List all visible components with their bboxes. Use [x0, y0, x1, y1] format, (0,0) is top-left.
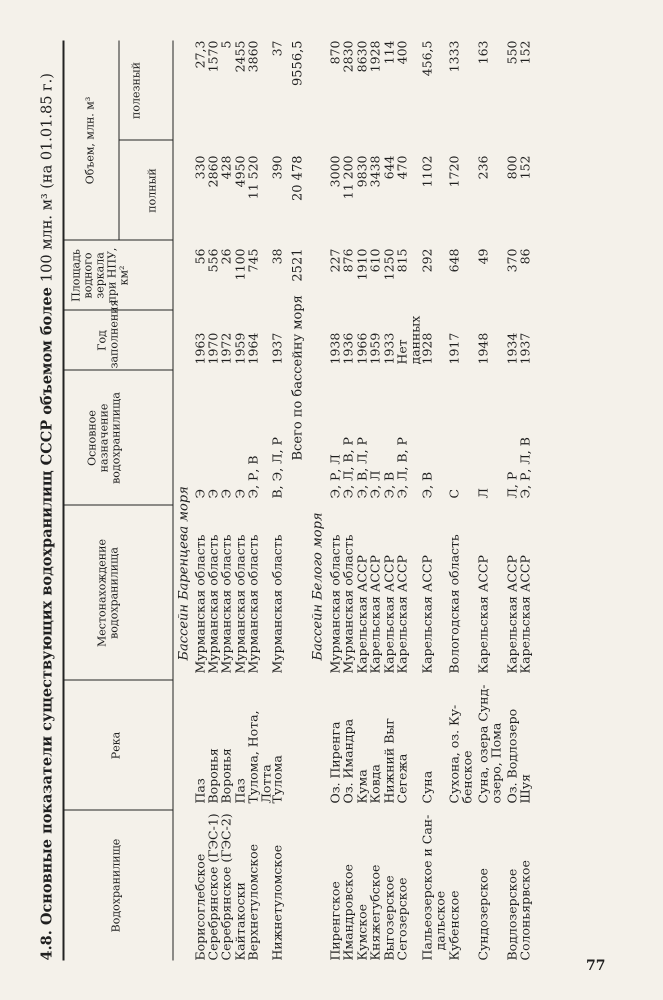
year: 1959 [232, 332, 247, 364]
location: Карельская АССР [475, 554, 490, 673]
river-name-cont: Лотта [258, 763, 274, 803]
reservoir-name: Пиренгское [327, 880, 342, 960]
volume-full: 330 [192, 155, 207, 179]
location: Мурманская область [340, 534, 355, 673]
river-name: Оз. Имандра [340, 718, 355, 803]
year: 1970 [205, 332, 220, 364]
header-top-rule [62, 40, 64, 960]
volume-full: 644 [381, 155, 396, 179]
location: Мурманская область [327, 534, 342, 673]
surface-area: 86 [517, 248, 532, 264]
surface-area: 370 [504, 248, 519, 272]
volume-full: 470 [394, 155, 409, 179]
reservoir-name: Борисоглебское [192, 853, 207, 960]
header-river: Река [109, 731, 122, 759]
surface-area: 227 [327, 248, 342, 272]
barents-total-area: 2521 [290, 248, 305, 282]
year: Нет [394, 338, 409, 364]
river-name: Сегежа [394, 753, 409, 803]
volume-full: 11 200 [340, 155, 355, 199]
reservoir-name: Имандровское [340, 863, 355, 960]
volume-full: 3000 [327, 155, 342, 187]
reservoir-name: Кайтакоски [232, 881, 247, 960]
volume-full: 4950 [232, 155, 247, 187]
river-name: Воронья [218, 747, 233, 803]
volume-full: 9830 [354, 155, 369, 187]
year: 1963 [192, 332, 207, 364]
surface-area: 56 [192, 248, 207, 264]
river-name: Шуя [517, 773, 532, 803]
volume-useful: 152 [517, 40, 532, 64]
volume-full: 1720 [446, 155, 461, 187]
location: Мурманская область [205, 534, 220, 673]
location: Карельская АССР [394, 554, 409, 673]
surface-area: 26 [218, 248, 233, 264]
header-year: Год заполнения [95, 299, 120, 368]
purpose: Э, Л, В, Р [340, 436, 355, 498]
reservoir-name: Серебрянское (ГЭС-2) [218, 812, 233, 960]
surface-area: 38 [269, 248, 284, 264]
surface-area: 745 [245, 248, 260, 272]
purpose: Э, Р, Л, В [517, 436, 532, 498]
volume-full: 2860 [205, 155, 220, 187]
volume-useful: 37 [269, 40, 284, 56]
year: 1964 [245, 332, 260, 364]
surface-area: 292 [419, 248, 434, 272]
volume-useful: 870 [327, 40, 342, 64]
location: Мурманская область [218, 534, 233, 673]
volume-useful: 2455 [232, 40, 247, 72]
volume-useful: 400 [394, 40, 409, 64]
barents-total-full: 20 478 [290, 155, 305, 201]
river-name: Оз. Водлозеро [504, 708, 519, 803]
year: 1933 [381, 332, 396, 364]
surface-area: 648 [446, 248, 461, 272]
reservoir-name: Кумское [354, 903, 369, 960]
volume-useful: 8630 [354, 40, 369, 72]
surface-area: 1250 [381, 248, 396, 280]
volume-useful: 5 [218, 40, 233, 48]
year: 1972 [218, 332, 233, 364]
location: Мурманская область [245, 534, 260, 673]
purpose: Л [475, 487, 490, 498]
header-purpose: Основное назначение водохранилища [85, 391, 122, 484]
surface-area: 1100 [232, 248, 247, 280]
reservoir-name: Водлозерское [504, 868, 519, 960]
river-name: Тулома, Нота, [245, 709, 260, 803]
purpose: Э, В [381, 471, 396, 498]
reservoir-name: Пальеозерское и Сан- [419, 814, 434, 960]
purpose: Э [232, 488, 247, 498]
location: Карельская АССР [381, 554, 396, 673]
surface-area: 876 [340, 248, 355, 272]
location: Карельская АССР [419, 554, 434, 673]
col-divider [62, 369, 172, 370]
reservoir-name: Княжегубское [367, 864, 382, 960]
volume-full: 800 [504, 155, 519, 179]
year: 1928 [419, 332, 434, 364]
river-name: Оз. Пиренга [327, 721, 342, 803]
volume-useful: 456,5 [419, 40, 434, 76]
reservoir-name: Верхнетуломское [245, 843, 260, 960]
surface-area: 49 [475, 248, 490, 264]
location: Мурманская область [269, 534, 284, 673]
location: Вологодская область [446, 533, 461, 673]
location: Карельская АССР [517, 554, 532, 673]
year: 1948 [475, 332, 490, 364]
volume-useful: 1333 [446, 40, 461, 72]
river-name: Тулома [269, 754, 284, 803]
river-name: Ковда [367, 763, 382, 803]
reservoir-name: Сегозерское [394, 877, 409, 960]
river-name-cont: озеро, Пома [488, 722, 504, 803]
year: 1917 [446, 332, 461, 364]
barents-total-label: Всего по бассейну моря [290, 294, 305, 460]
header-location: Местонахождение водохранилища [95, 538, 120, 647]
purpose: Э, В, Л, Р [354, 436, 369, 498]
volume-subrule [118, 40, 119, 240]
barents-total-useful: 9556,5 [290, 40, 305, 86]
year-cont: данных [407, 315, 423, 364]
purpose: Э [205, 488, 220, 498]
volume-full: 390 [269, 155, 284, 179]
volume-full: 236 [475, 155, 490, 179]
volume-useful: 2830 [340, 40, 355, 72]
title-bold: Основные показатели существующих водохранилищ СССР объемом более [38, 286, 55, 925]
surface-area: 556 [205, 248, 220, 272]
reservoir-name: Солоньярвское [517, 859, 532, 960]
title-rest: 100 млн. м³ (на 01.01.85 г.) [39, 72, 55, 282]
river-name-cont: бенское [459, 750, 475, 803]
reservoir-name: Нижнетуломское [269, 844, 284, 960]
volume-full: 1102 [419, 155, 434, 187]
year: 1936 [340, 332, 355, 364]
river-name: Паз [232, 777, 247, 803]
year: 1934 [504, 332, 519, 364]
river-name: Паз [192, 777, 207, 803]
volume-full: 3438 [367, 155, 382, 187]
surface-area: 610 [367, 248, 382, 272]
reservoir-name: Серебрянское (ГЭС-1) [205, 812, 220, 960]
purpose: Э, Л, В, Р [394, 436, 409, 498]
col-divider [62, 504, 172, 505]
volume-useful: 163 [475, 40, 490, 64]
reservoir-name: Кубенское [446, 889, 461, 960]
purpose: Л, Р [504, 471, 519, 498]
purpose: Э [192, 488, 207, 498]
location: Карельская АССР [354, 554, 369, 673]
reservoir-name: Выгозерское [381, 874, 396, 960]
purpose: Э, Р, В [245, 454, 260, 498]
section-barents: Бассейн Баренцева моря [176, 485, 191, 660]
river-name: Кума [354, 768, 369, 803]
location: Карельская АССР [367, 554, 382, 673]
col-divider [118, 139, 172, 140]
year: 1937 [269, 332, 284, 364]
table-number: 4.8. [38, 929, 55, 960]
year: 1959 [367, 332, 382, 364]
river-name: Нижний Выг [381, 717, 396, 803]
location: Карельская АССР [504, 554, 519, 673]
reservoir-name-cont: дальское [432, 890, 448, 950]
volume-useful: 1928 [367, 40, 382, 72]
header-full: полный [145, 167, 158, 213]
river-name: Суна, озера Сунд- [475, 684, 490, 803]
section-white: Бассейн Белого моря [310, 511, 325, 660]
purpose: Э, Р, Л [327, 453, 342, 498]
volume-full: 428 [218, 155, 233, 179]
header-bottom-rule [172, 40, 173, 960]
purpose: С [446, 488, 461, 498]
surface-area: 815 [394, 248, 409, 272]
volume-useful: 1570 [205, 40, 220, 72]
year: 1938 [327, 332, 342, 364]
purpose: Э, В [419, 471, 434, 498]
river-name: Суна [419, 770, 434, 803]
volume-useful: 550 [504, 40, 519, 64]
reservoir-name: Сундозерское [475, 867, 490, 960]
river-name: Воронья [205, 747, 220, 803]
location: Мурманская область [232, 534, 247, 673]
volume-full: 152 [517, 155, 532, 179]
header-volume: Объем, млн. м³ [83, 96, 96, 184]
year: 1966 [354, 332, 369, 364]
table-title [38, 73, 55, 960]
year: 1937 [517, 332, 532, 364]
volume-useful: 114 [381, 40, 396, 64]
purpose: В, Э, Л, Р [269, 436, 284, 498]
header-reservoir: Водохранилище [109, 838, 122, 932]
purpose: Э, Л [367, 470, 382, 498]
volume-full: 11 520 [245, 155, 260, 199]
location: Мурманская область [192, 534, 207, 673]
header-area: Площадь водного зеркала при НПУ, км² [69, 247, 130, 303]
header-useful: полезный [129, 61, 142, 119]
volume-useful: 3860 [245, 40, 260, 72]
page-number: 77 [586, 958, 606, 974]
volume-useful: 27,3 [192, 40, 207, 68]
purpose: Э [218, 488, 233, 498]
river-name: Сухона, оз. Ку- [446, 704, 461, 803]
surface-area: 1910 [354, 248, 369, 280]
